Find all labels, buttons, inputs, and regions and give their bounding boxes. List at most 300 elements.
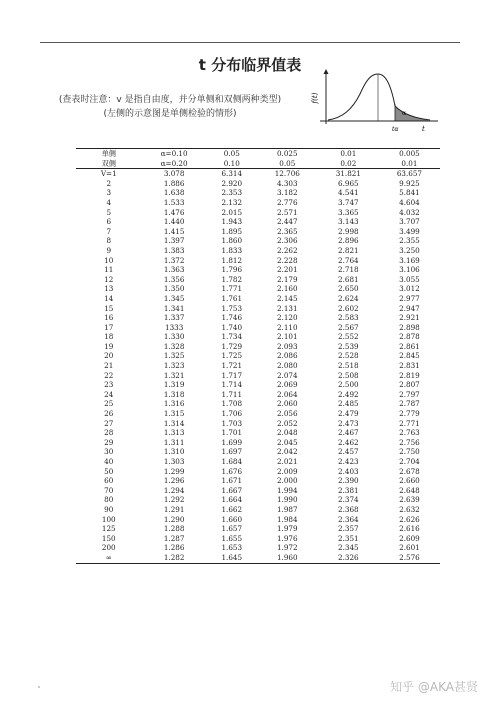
value-cell: 2.479 (338, 409, 359, 419)
table-row (76, 419, 440, 429)
value-cell: 2.571 (276, 207, 298, 217)
t-axis-label: t (422, 125, 425, 133)
header-cell: 0.10 (207, 159, 257, 169)
header-cell: 0.005 (379, 149, 440, 159)
value-cell: 2.639 (399, 495, 420, 505)
value-cell: 2.616 (399, 524, 420, 534)
table-row (76, 361, 440, 371)
table-row (76, 188, 440, 198)
value-cell: 2.042 (276, 447, 298, 457)
density-curve (328, 74, 430, 120)
header-cell: 0.05 (257, 159, 318, 169)
value-cell: 2.821 (338, 245, 359, 255)
value-cell: 2.069 (276, 380, 298, 390)
value-cell: 2.086 (276, 351, 298, 361)
page-dot (38, 686, 40, 688)
df-cell: 7 (106, 226, 112, 236)
table-row (76, 524, 440, 534)
value-cell: 2.678 (399, 466, 420, 476)
table-row (76, 265, 440, 275)
table-row (76, 371, 440, 381)
table-row (76, 543, 440, 553)
value-cell: 2.763 (399, 428, 420, 438)
value-cell: 1.653 (221, 543, 243, 553)
value-cell: 1.291 (163, 504, 185, 514)
value-cell: 1.476 (163, 207, 185, 217)
value-cell: 3.169 (399, 255, 420, 265)
value-cell: 2.364 (338, 514, 359, 524)
value-cell: 1.708 (221, 399, 243, 409)
note-line-2: (左侧的示意图是单侧检验的情形) (103, 109, 237, 119)
value-cell: 1.287 (163, 533, 185, 543)
table-row (76, 208, 440, 218)
value-cell: 2.518 (338, 361, 359, 371)
value-cell: 1.292 (163, 495, 185, 505)
table-row (76, 428, 440, 438)
value-cell: 1.657 (221, 524, 243, 534)
value-cell: 2.365 (276, 226, 298, 236)
value-cell: 2.632 (399, 504, 420, 514)
y-axis-label: f(t) (311, 92, 319, 104)
value-cell: 2.048 (276, 428, 298, 438)
value-cell: 2.660 (399, 476, 420, 486)
value-cell: 1.323 (163, 361, 185, 371)
value-cell: 1.645 (207, 553, 257, 563)
value-cell: 2.403 (338, 466, 359, 476)
value-cell: 3.365 (338, 207, 359, 217)
value-cell: 1.282 (142, 553, 207, 563)
value-cell: 2.015 (221, 207, 243, 217)
df-cell: 11 (104, 265, 114, 275)
value-cell: 1.771 (221, 284, 243, 294)
value-cell: 2.485 (338, 399, 359, 409)
value-cell: 1.372 (163, 255, 185, 265)
table-row (76, 198, 440, 208)
value-cell: 4.303 (276, 178, 298, 188)
value-cell: 1.325 (163, 351, 185, 361)
value-cell: 2.896 (338, 236, 359, 246)
value-cell: 1333 (165, 322, 184, 332)
value-cell: 2.056 (276, 409, 298, 419)
value-cell: 1.313 (163, 428, 185, 438)
value-cell: 1.886 (163, 178, 185, 188)
value-cell: 1.655 (221, 533, 243, 543)
value-cell: 2.473 (338, 418, 359, 428)
value-cell: 1.662 (221, 504, 243, 514)
df-cell: 14 (104, 293, 114, 303)
value-cell: 2.093 (276, 341, 298, 351)
table-row (76, 342, 440, 352)
value-cell: 1.383 (163, 245, 185, 255)
value-cell: 1.296 (163, 476, 185, 486)
df-cell: 40 (104, 457, 114, 466)
value-cell: 2.021 (276, 457, 298, 466)
value-cell: 2.357 (338, 524, 359, 534)
df-cell: 16 (104, 313, 114, 323)
value-cell: 1.667 (221, 485, 243, 495)
value-cell: 3.499 (399, 226, 420, 236)
df-cell: 24 (104, 389, 114, 399)
value-cell: 2.009 (276, 466, 298, 476)
df-cell: 18 (104, 332, 114, 342)
value-cell: 2.718 (338, 265, 359, 275)
table-row (76, 323, 440, 333)
table-row (76, 476, 440, 486)
value-cell: 1.984 (276, 514, 298, 524)
value-cell: 1.860 (221, 236, 243, 246)
df-cell: 10 (104, 255, 114, 265)
table-row (76, 313, 440, 323)
value-cell: 2.080 (276, 361, 298, 371)
df-cell: 200 (101, 543, 116, 553)
value-cell: 1.697 (221, 447, 243, 457)
value-cell: 2.390 (338, 476, 359, 486)
value-cell: 1.299 (163, 466, 185, 476)
value-cell: 31.821 (335, 169, 361, 179)
value-cell: 2.977 (399, 293, 420, 303)
table-row (76, 284, 440, 294)
value-cell: 2.650 (338, 284, 359, 294)
y-axis-arrow (324, 69, 329, 74)
value-cell: 1.363 (163, 265, 185, 275)
value-cell: 1.318 (163, 389, 185, 399)
df-cell: 28 (104, 428, 114, 438)
t-alpha-label: tα (392, 126, 399, 133)
value-cell: 2.500 (338, 380, 359, 390)
value-cell: 2.845 (399, 351, 420, 361)
t-distribution-figure (312, 68, 442, 134)
table-row (76, 534, 440, 544)
value-cell: 2.462 (338, 437, 359, 447)
value-cell: 1.303 (163, 457, 185, 466)
value-cell: 2.368 (338, 504, 359, 514)
df-cell: 150 (101, 533, 116, 543)
value-cell: 9.925 (399, 178, 420, 188)
value-cell: 1.714 (221, 380, 243, 390)
value-cell: 2.609 (399, 533, 420, 543)
table-row (76, 332, 440, 342)
table-row (76, 390, 440, 400)
df-cell: ∞ (76, 553, 142, 563)
value-cell: 1.833 (221, 245, 243, 255)
value-cell: 2.704 (399, 457, 420, 466)
value-cell: 1.311 (163, 437, 185, 447)
value-cell: 1.706 (221, 409, 243, 419)
page-title: t 分布临界值表 (198, 56, 302, 74)
table-body (76, 169, 440, 563)
table-row (76, 438, 440, 448)
value-cell: 2.756 (399, 437, 420, 447)
df-cell: 29 (104, 437, 114, 447)
value-cell: 2.624 (338, 293, 359, 303)
df-cell: 30 (104, 447, 114, 457)
value-cell: 2.552 (338, 332, 359, 342)
value-cell: 6.314 (221, 169, 243, 179)
value-cell: 2.797 (399, 389, 420, 399)
table-row (76, 409, 440, 419)
df-cell: 22 (104, 370, 114, 380)
value-cell: 1.960 (257, 553, 318, 563)
value-cell: 1.316 (163, 399, 185, 409)
value-cell: 1.994 (276, 485, 298, 495)
value-cell: 2.074 (276, 370, 298, 380)
value-cell: 1.711 (221, 389, 243, 399)
df-cell: 70 (104, 485, 114, 495)
df-cell: 100 (101, 514, 116, 524)
header-two-sided-label: 双侧 (76, 159, 142, 169)
df-cell: 8 (106, 236, 112, 246)
value-cell: 2.947 (399, 303, 420, 313)
df-cell: 60 (104, 476, 114, 486)
table-row (76, 467, 440, 477)
table-row (76, 351, 440, 361)
value-cell: 1.703 (221, 418, 243, 428)
value-cell: 1.740 (221, 322, 243, 332)
table-row (76, 217, 440, 227)
table-row (76, 515, 440, 525)
value-cell: 1.987 (276, 504, 298, 514)
value-cell: 1.440 (163, 217, 185, 227)
df-cell: 3 (106, 188, 112, 198)
value-cell: 2.228 (276, 255, 298, 265)
value-cell: 2.101 (276, 332, 298, 342)
value-cell: 2.771 (399, 418, 420, 428)
value-cell: 2.567 (338, 322, 359, 332)
table-row (76, 399, 440, 409)
df-cell: 2 (106, 178, 112, 188)
value-cell: 1.345 (163, 293, 185, 303)
value-cell: 2.160 (276, 284, 298, 294)
value-cell: 1.976 (276, 533, 298, 543)
header-cell: 0.025 (257, 149, 318, 159)
value-cell: 1.979 (276, 524, 298, 534)
value-cell: 2.583 (338, 313, 359, 323)
value-cell: 1.671 (221, 476, 243, 486)
df-cell: 19 (104, 341, 114, 351)
value-cell: 1.415 (163, 226, 185, 236)
value-cell: 1.734 (221, 332, 243, 342)
df-cell: 80 (104, 495, 114, 505)
value-cell: 2.648 (399, 485, 420, 495)
df-cell: 20 (104, 351, 114, 361)
watermark: 知乎 @AKA甚贤 (390, 680, 478, 694)
table-row (76, 169, 440, 179)
value-cell: 1.328 (163, 341, 185, 351)
value-cell: 2.764 (338, 255, 359, 265)
table-row (76, 227, 440, 237)
value-cell: 1.701 (221, 428, 243, 438)
value-cell: 2.145 (276, 293, 298, 303)
value-cell: 1.288 (163, 524, 185, 534)
table-row (76, 495, 440, 505)
df-cell: 6 (106, 217, 112, 227)
value-cell: 1.290 (163, 514, 185, 524)
value-cell: 2.326 (318, 553, 379, 563)
df-cell: 21 (104, 361, 114, 371)
value-cell: 2.000 (276, 476, 298, 486)
value-cell: 3.707 (399, 217, 420, 227)
value-cell: 1.337 (163, 313, 185, 323)
value-cell: 4.604 (399, 197, 420, 207)
value-cell: 1.314 (163, 418, 185, 428)
value-cell: 1.717 (221, 370, 243, 380)
table-row (76, 179, 440, 189)
value-cell: 2.831 (399, 361, 420, 371)
value-cell: 2.353 (221, 188, 243, 198)
value-cell: 2.381 (338, 485, 359, 495)
value-cell: 2.819 (399, 370, 420, 380)
df-cell: 50 (104, 466, 114, 476)
value-cell: 1.746 (221, 313, 243, 323)
header-one-sided-label: 单侧 (76, 149, 142, 159)
value-cell: 2.898 (399, 322, 420, 332)
value-cell: 2.060 (276, 399, 298, 409)
value-cell: 2.423 (338, 457, 359, 466)
value-cell: 2.131 (276, 303, 298, 313)
value-cell: 3.747 (338, 197, 359, 207)
value-cell: 2.776 (276, 197, 298, 207)
table-row (76, 256, 440, 266)
value-cell: 1.310 (163, 447, 185, 457)
value-cell: 1.660 (221, 514, 243, 524)
value-cell: 4.032 (399, 207, 420, 217)
value-cell: 2.306 (276, 236, 298, 246)
value-cell: 2.201 (276, 265, 298, 275)
value-cell: 2.374 (338, 495, 359, 505)
table-row (76, 304, 440, 314)
value-cell: 1.350 (163, 284, 185, 294)
value-cell: 2.467 (338, 428, 359, 438)
table-row (76, 505, 440, 515)
table-row (76, 457, 440, 467)
table-row (76, 447, 440, 457)
value-cell: 1.638 (163, 188, 185, 198)
value-cell: 1.972 (276, 543, 298, 553)
value-cell: 2.120 (276, 313, 298, 323)
header-cell: 0.05 (207, 149, 257, 159)
value-cell: 1.943 (221, 217, 243, 227)
value-cell: 2.064 (276, 389, 298, 399)
header-cell: α=0.20 (142, 159, 207, 169)
value-cell: 2.750 (399, 447, 420, 457)
df-cell: 12 (104, 274, 114, 284)
value-cell: 1.782 (221, 274, 243, 284)
value-cell: 3.143 (338, 217, 359, 227)
value-cell: 1.761 (221, 293, 243, 303)
value-cell: 4.541 (338, 188, 359, 198)
df-cell: 26 (104, 409, 114, 419)
value-cell: 1.341 (163, 303, 185, 313)
value-cell: 1.664 (221, 495, 243, 505)
value-cell: 1.286 (163, 543, 185, 553)
note-line-1: (查表时注意：v 是指自由度，并分单侧和双侧两种类型) (58, 95, 282, 105)
value-cell: 1.721 (221, 361, 243, 371)
value-cell: 1.321 (163, 370, 185, 380)
value-cell: 2.920 (221, 178, 243, 188)
value-cell: 6.965 (338, 178, 359, 188)
value-cell: 1.294 (163, 485, 185, 495)
value-cell: 1.699 (221, 437, 243, 447)
header-cell: 0.01 (379, 159, 440, 169)
table-row (76, 275, 440, 285)
df-cell: 90 (104, 504, 114, 514)
header-cell: 0.01 (318, 149, 379, 159)
value-cell: 1.533 (163, 197, 185, 207)
value-cell: 1.676 (221, 466, 243, 476)
df-cell: 25 (104, 399, 114, 409)
df-cell: 5 (106, 207, 112, 217)
value-cell: 2.681 (338, 274, 359, 284)
value-cell: 1.315 (163, 409, 185, 419)
df-cell: V=1 (100, 169, 117, 179)
table-row (76, 236, 440, 246)
top-rule (40, 42, 460, 43)
value-cell: 2.351 (338, 533, 359, 543)
df-cell: 17 (104, 322, 114, 332)
value-cell: 1.330 (163, 332, 185, 342)
value-cell: 1.684 (221, 457, 243, 466)
value-cell: 2.345 (338, 543, 359, 553)
value-cell: 2.878 (399, 332, 420, 342)
value-cell: 12.706 (274, 169, 300, 179)
value-cell: 2.626 (399, 514, 420, 524)
value-cell: 1.796 (221, 265, 243, 275)
t-critical-value-table (76, 148, 440, 564)
header-row-one-sided (76, 149, 440, 159)
alpha-label: α (402, 110, 407, 117)
value-cell: 2.179 (276, 274, 298, 284)
value-cell: 2.508 (338, 370, 359, 380)
value-cell: 1.729 (221, 341, 243, 351)
table-row (76, 380, 440, 390)
value-cell: 2.355 (399, 236, 420, 246)
df-cell: 23 (104, 380, 114, 390)
df-cell: 9 (106, 245, 112, 255)
df-cell: 4 (106, 197, 112, 207)
value-cell: 2.779 (399, 409, 420, 419)
value-cell: 3.055 (399, 274, 420, 284)
table-row (76, 246, 440, 256)
value-cell: 1.319 (163, 380, 185, 390)
table-row (76, 486, 440, 496)
df-cell: 27 (104, 418, 114, 428)
value-cell: 2.447 (276, 217, 298, 227)
header-cell: 0.02 (318, 159, 379, 169)
value-cell: 1.990 (276, 495, 298, 505)
value-cell: 2.601 (399, 543, 420, 553)
value-cell: 63.657 (396, 169, 423, 179)
value-cell: 2.045 (276, 437, 298, 447)
value-cell: 1.812 (221, 255, 243, 265)
header-cell: α=0.10 (142, 149, 207, 159)
value-cell: 2.052 (276, 418, 298, 428)
value-cell: 2.262 (276, 245, 298, 255)
df-cell: 125 (101, 524, 116, 534)
value-cell: 2.528 (338, 351, 359, 361)
value-cell: 1.753 (221, 303, 243, 313)
value-cell: 2.492 (338, 389, 359, 399)
value-cell: 3.250 (399, 245, 420, 255)
value-cell: 2.539 (338, 341, 359, 351)
value-cell: 1.397 (163, 236, 185, 246)
header-row-two-sided (76, 159, 440, 169)
value-cell: 2.110 (276, 322, 298, 332)
value-cell: 2.576 (379, 553, 440, 563)
value-cell: 2.807 (399, 380, 420, 390)
value-cell: 3.012 (399, 284, 420, 294)
value-cell: 2.787 (399, 399, 420, 409)
value-cell: 2.602 (338, 303, 359, 313)
